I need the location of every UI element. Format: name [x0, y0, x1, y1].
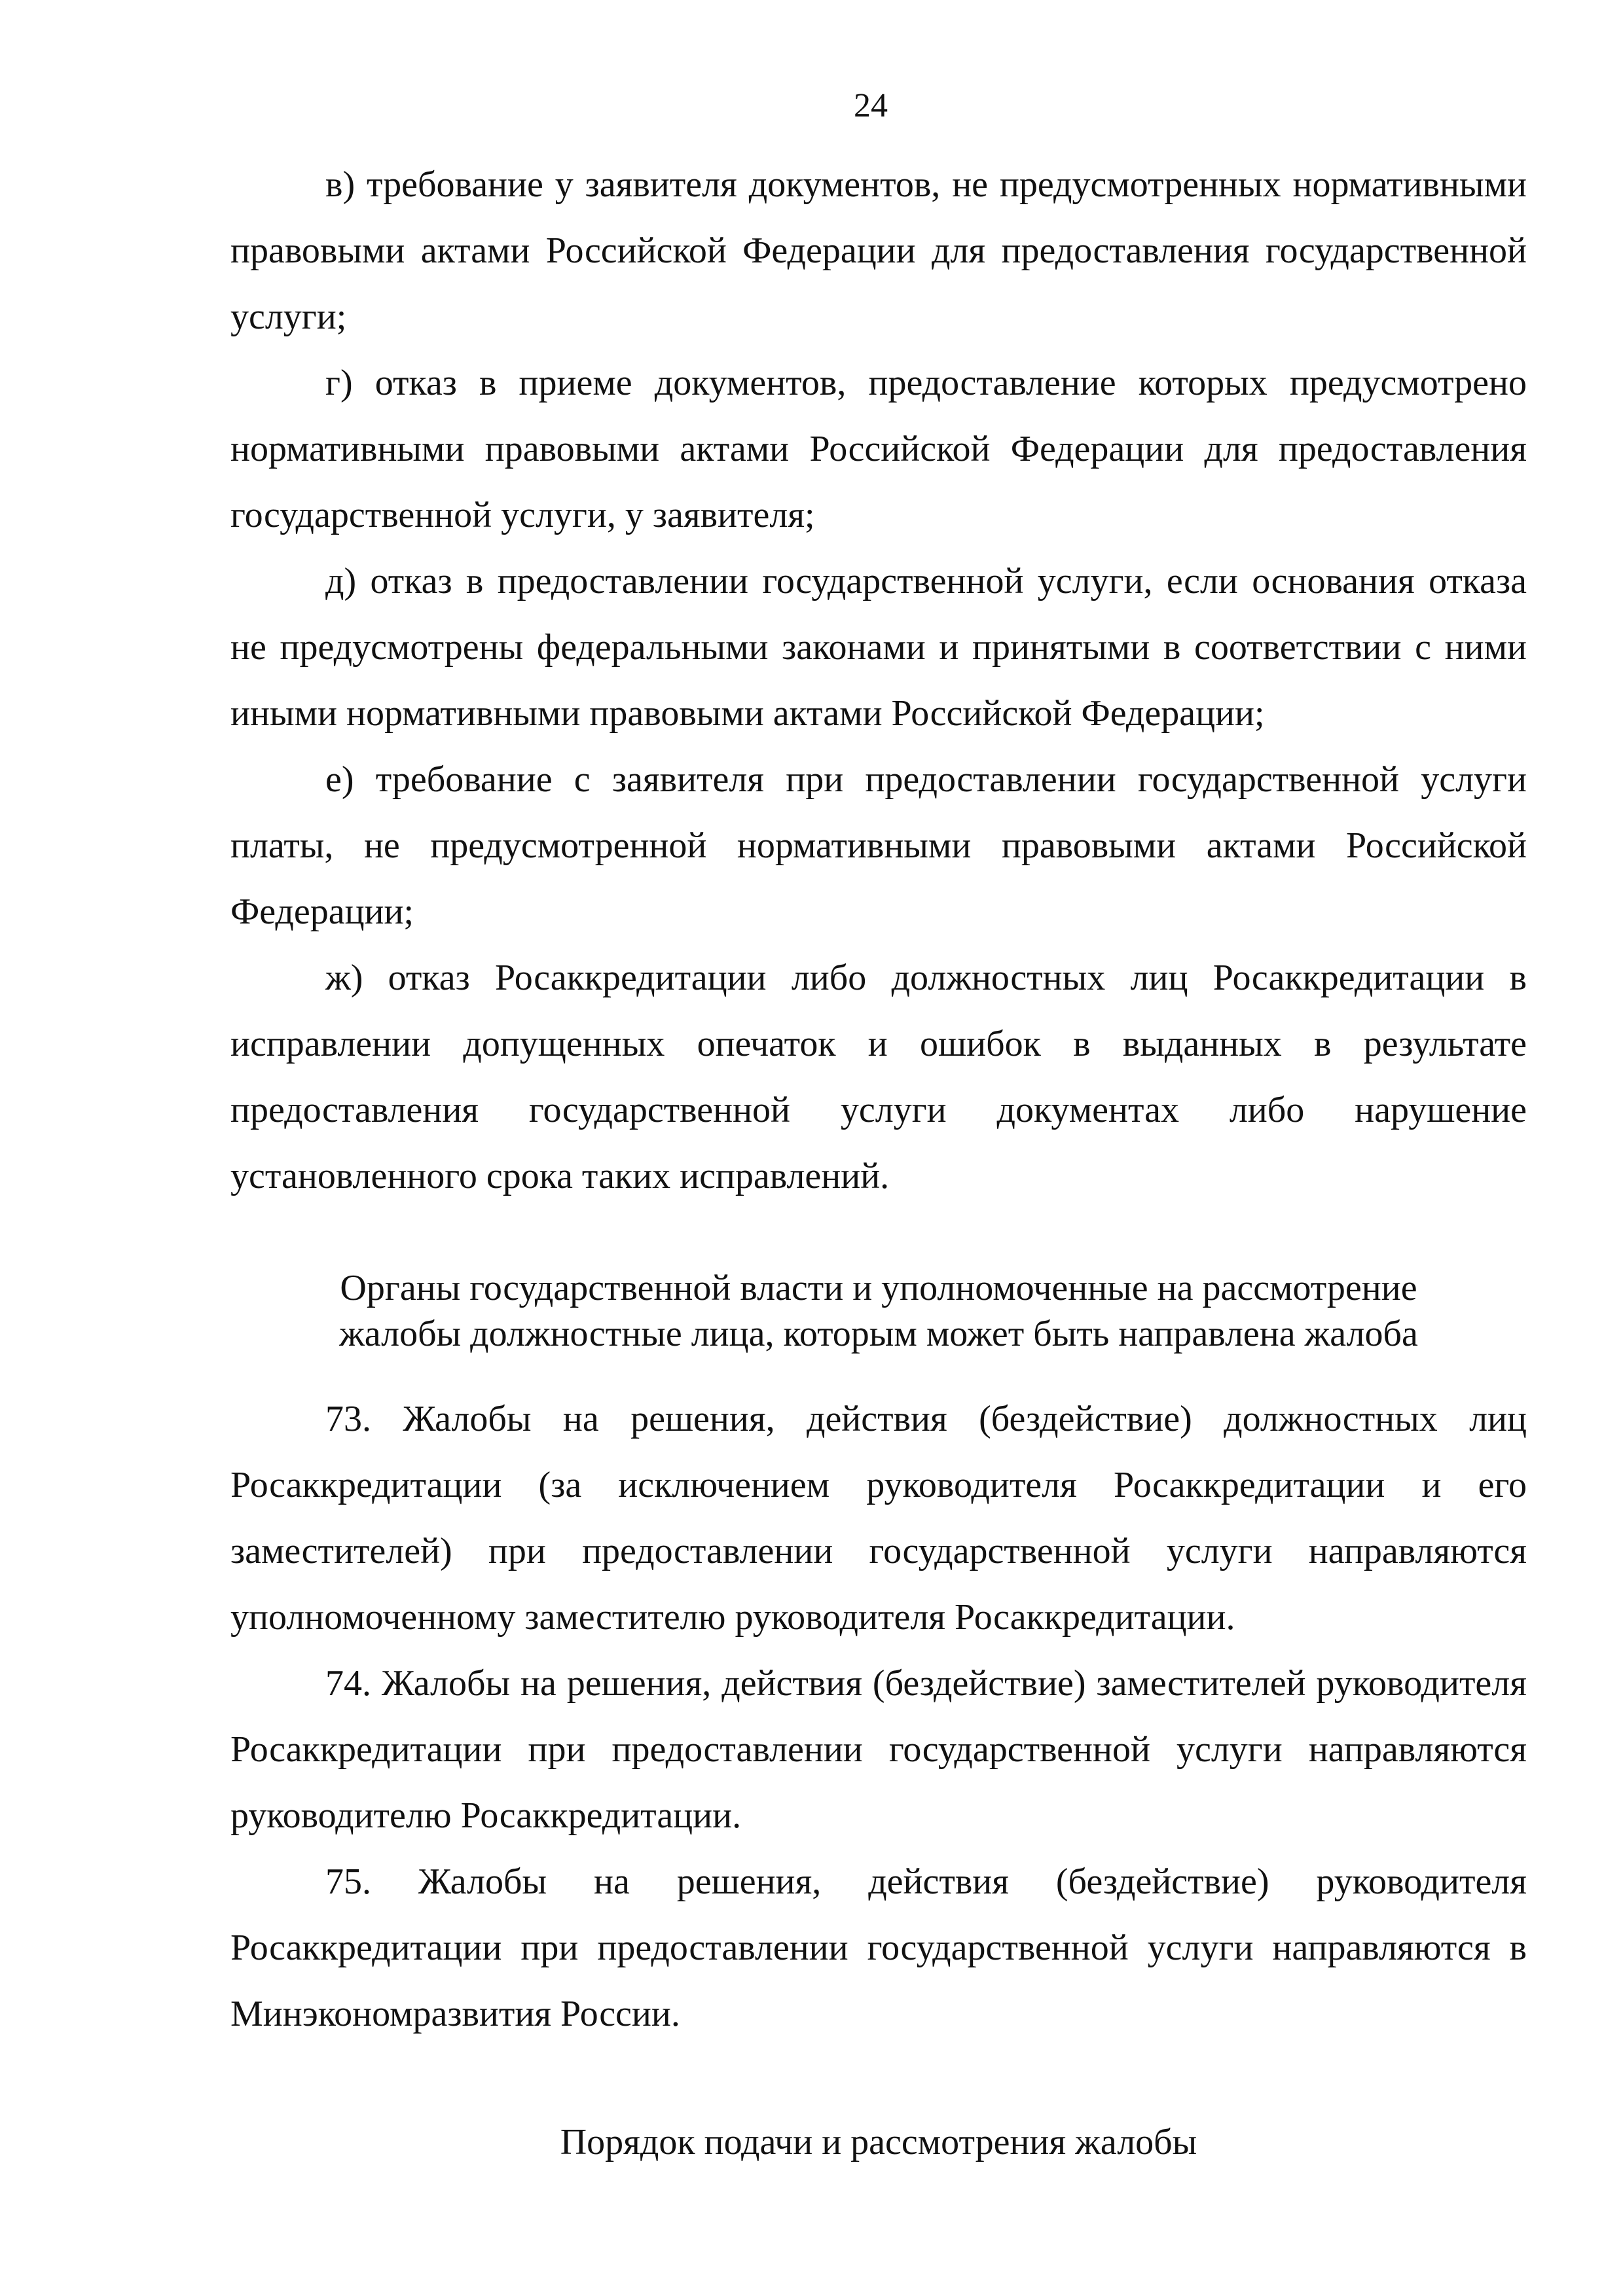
paragraph-v: в) требование у заявителя документов, не предусмотренных нормативными правовыми актами Российской Федерации для предоставления государственной услуги; — [230, 164, 1527, 337]
page-number: 24 — [854, 87, 888, 124]
spacer — [230, 2047, 1527, 2119]
paragraph-d: д) отказ в предоставлении государственной услуги, если основания отказа не предусмотрены федеральными законами и принятыми в соответствии с ними иными нормативными правовыми актами Российской Федерации; — [230, 561, 1527, 734]
paragraph-74: 74. Жалобы на решения, действия (бездействие) заместителей руководителя Росаккредитации при предоставлении государственной услуги направляются руководителю Росаккредитации. — [230, 1663, 1527, 1836]
section-heading-authorities — [230, 1265, 1527, 1357]
document-body — [230, 152, 1527, 2165]
heading-line-1: Органы государственной власти и уполномоченные на рассмотрение — [340, 1268, 1417, 1308]
heading-line-2: жалобы должностные лица, которым может быть направлена жалоба — [339, 1314, 1418, 1354]
spacer — [230, 1357, 1527, 1386]
paragraph-g: г) отказ в приеме документов, предоставление которых предусмотрено нормативными правовыми актами Российской Федерации для предоставления государственной услуги, у заявителя; — [230, 363, 1527, 535]
section-heading-procedure: Порядок подачи и рассмотрения жалобы — [560, 2122, 1197, 2162]
paragraph-73: 73. Жалобы на решения, действия (бездействие) должностных лиц Росаккредитации (за исключением руководителя Росаккредитации и его заместителей) при предоставлении государственной услуги направляются уполномоченному заместителю руководителя Росаккредитации. — [230, 1399, 1527, 1638]
paragraph-zh: ж) отказ Росаккредитации либо должностных лиц Росаккредитации в исправлении допущенных опечаток и ошибок в выданных в результате предоставления государственной услуги документах либо нарушение установленного срока таких исправлений. — [230, 958, 1527, 1196]
paragraph-e: е) требование с заявителя при предоставлении государственной услуги платы, не предусмотренной нормативными правовыми актами Российской Федерации; — [230, 759, 1527, 932]
spacer — [230, 1210, 1527, 1265]
paragraph-75: 75. Жалобы на решения, действия (бездействие) руководителя Росаккредитации при предоставлении государственной услуги направляются в Минэкономразвития России. — [230, 1861, 1527, 2034]
